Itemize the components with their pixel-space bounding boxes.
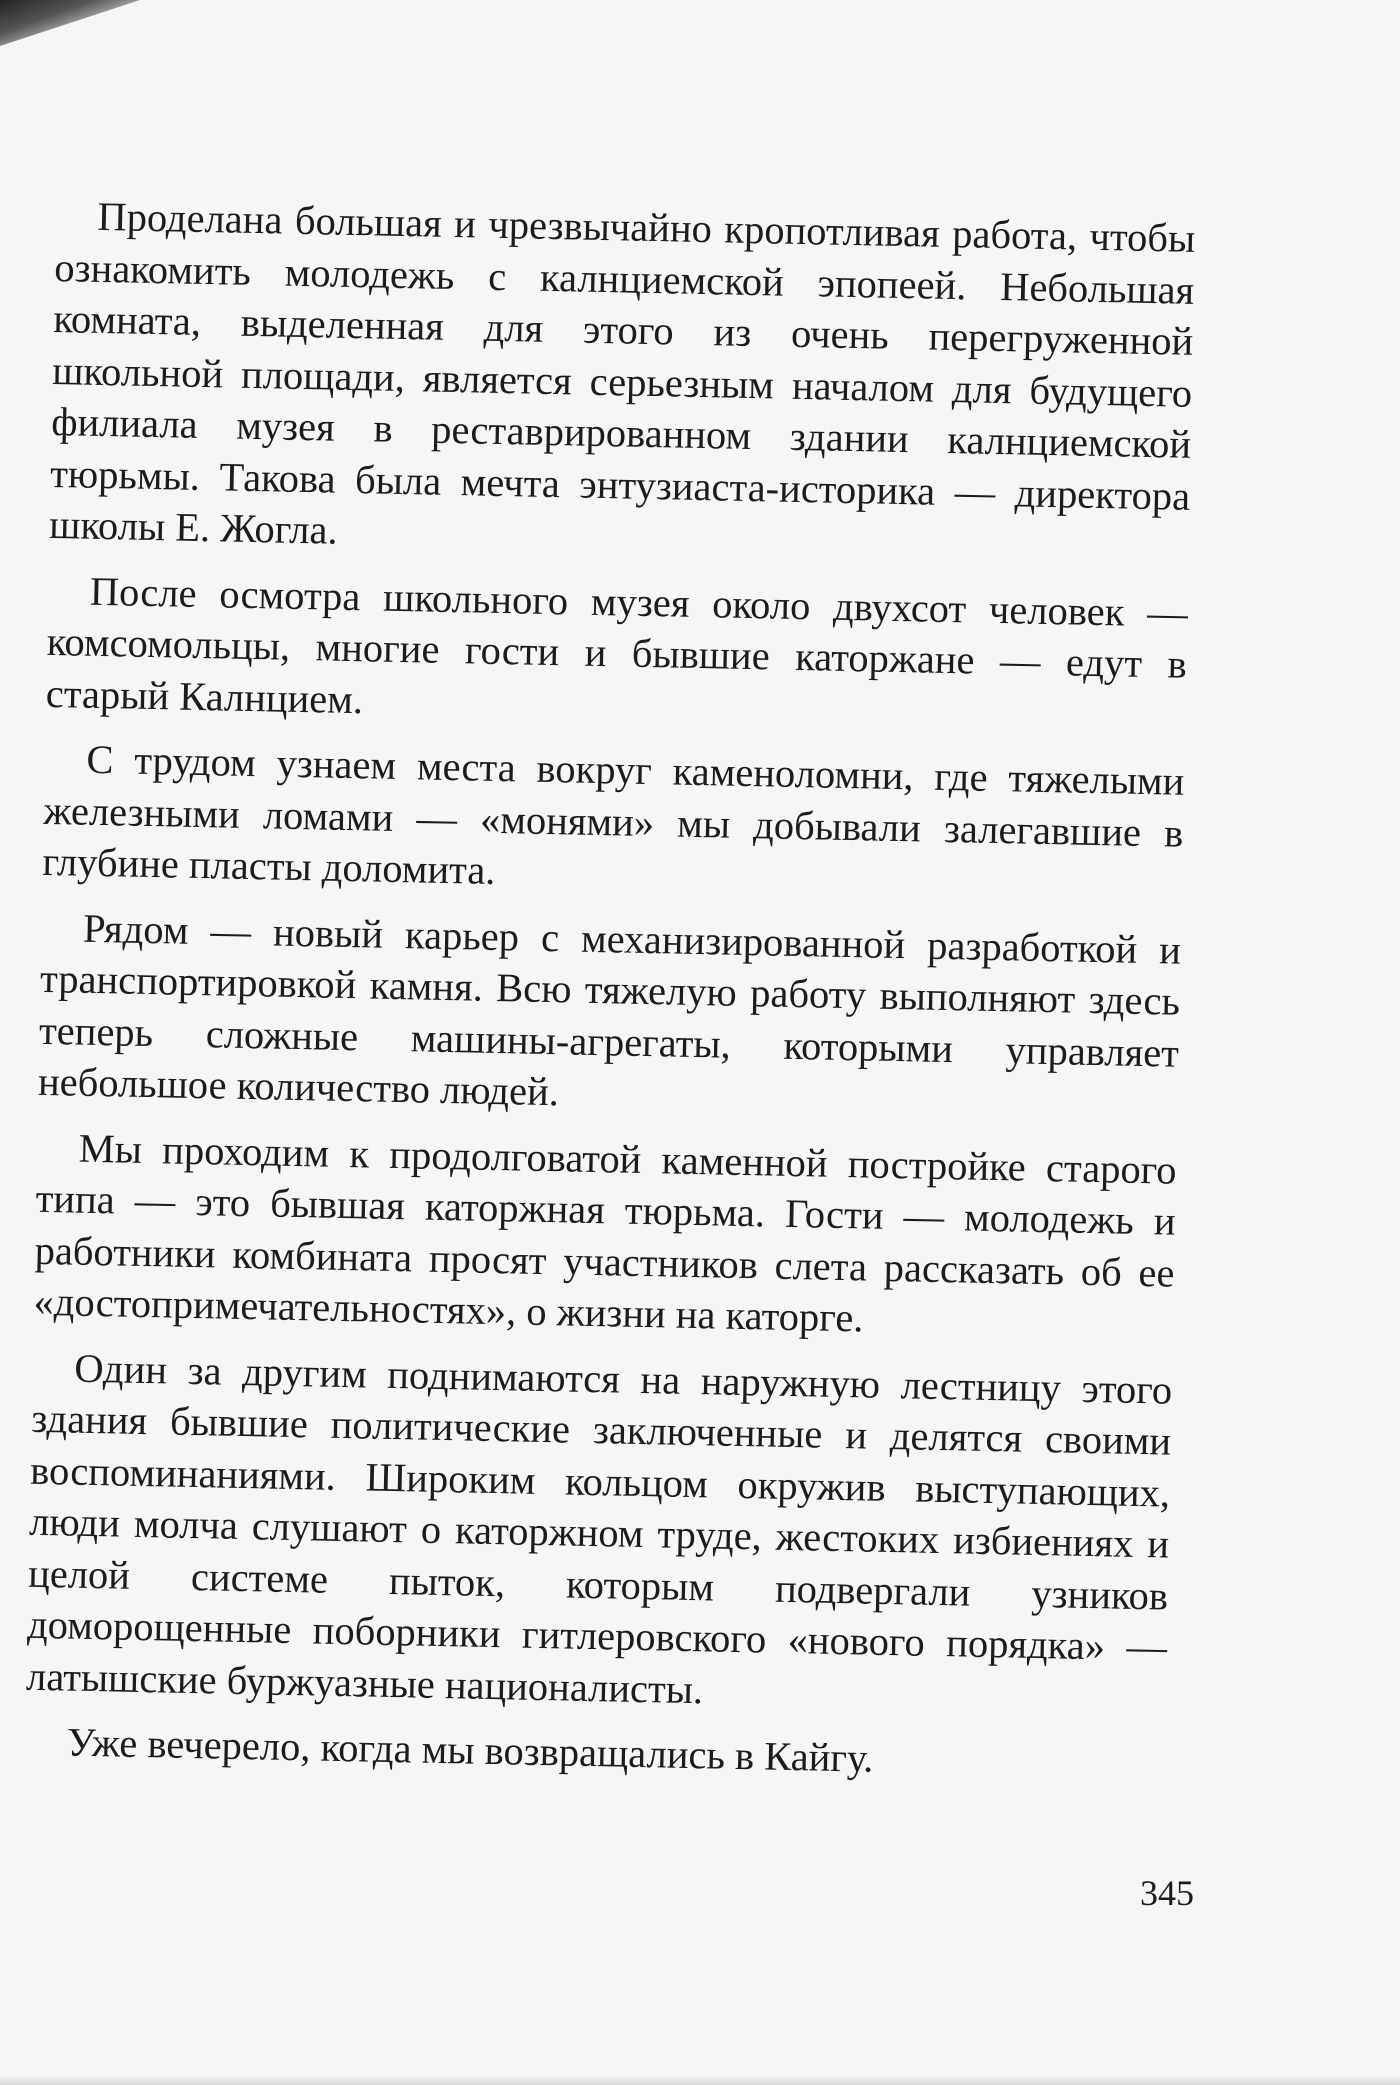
paragraph-3: С трудом узнаем места вокруг каменоломни, где тяжелыми железными ломами — «монями» мы добывали залегавшие в глубине пласты доломита. <box>42 736 1185 893</box>
paragraph-5: Мы проходим к продолговатой каменной постройке старого типа — это бывшая каторжная тюрьма. Гости — молодежь и работники комбината просят участников слета рассказать об ее «достопримечательностях», о жизни на каторге. <box>33 1125 1178 1341</box>
paragraph-2: После осмотра школьного музея около двухсот человек — комсомольцы, многие гости и бывшие каторжане — едут в старый Калнцием. <box>45 568 1189 722</box>
paragraph-7: Уже вечерело, когда мы возвращались в Кайгу. <box>66 1719 874 1781</box>
paragraph-6: Один за другим поднимаются на наружную лестницу этого здания бывшие политические заключенные и делятся своими воспоминаниями. Широким кольцом окружив выступающих, люди молча слушают о каторжном труде, жестоких избиениях и целой системе пыток, которым подвергали узников доморощенные поборники гитлеровского «нового порядка» — латышские буржуазные националисты. <box>25 1345 1173 1712</box>
body-text <box>24 190 1196 1804</box>
paragraph-1: Проделана большая и чрезвычайно кропотливая работа, чтобы ознакомить молодежь с калнциемской эпопеей. Небольшая комната, выделенная для этого из очень перегруженной школьной площади, является серьезным началом для будущего филиала музея в реставрированном здании калнциемской тюрьмы. Такова была мечта энтузиаста-историка — директора школы Е. Жогла. <box>48 193 1196 553</box>
paragraph-4: Рядом — новый карьер с механизированной разработкой и транспортировкой камня. Всю тяжелую работу выполняют здесь теперь сложные машины-агрегаты, которыми управляет небольшое количество людей. <box>37 905 1182 1115</box>
page-bottom-shadow <box>0 2075 1400 2085</box>
page-corner-shadow <box>0 0 140 46</box>
page-number: 345 <box>1140 1873 1194 1913</box>
